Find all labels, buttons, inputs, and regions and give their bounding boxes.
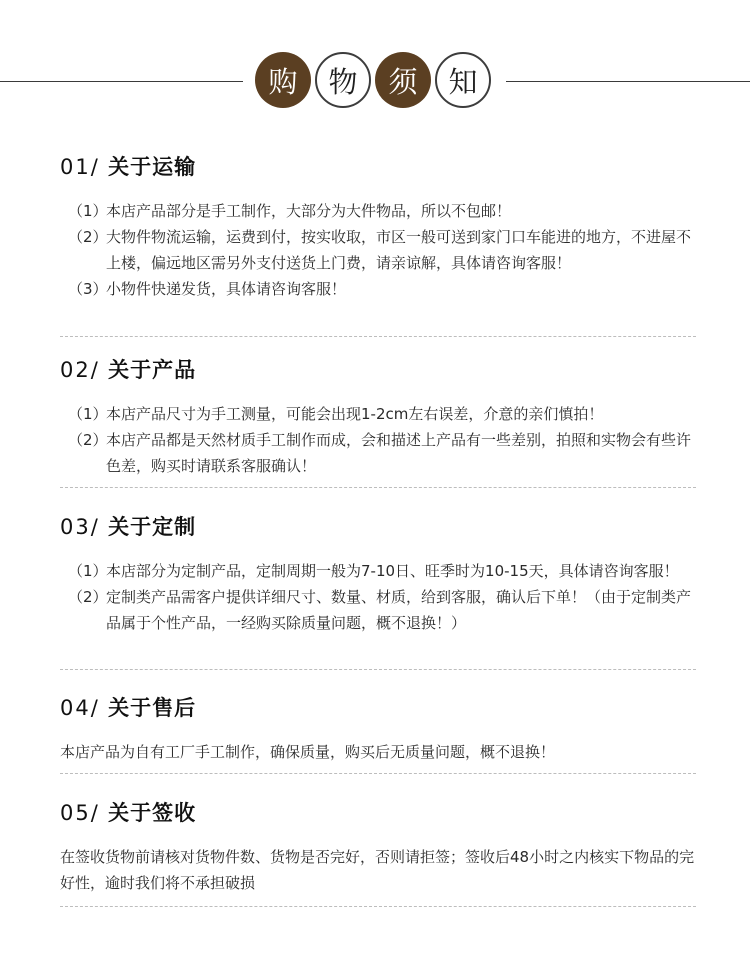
item-marker: （2） <box>68 228 108 246</box>
item-marker: （1） <box>68 405 108 423</box>
section-divider <box>60 906 696 907</box>
section-receipt <box>60 798 696 896</box>
section-custom <box>60 512 696 636</box>
item-marker: （1） <box>68 202 108 220</box>
section-number: 05/ <box>60 801 100 825</box>
section-title <box>60 693 696 723</box>
item-text: 本店产品都是天然材质手工制作而成，会和描述上产品有一些差别，拍照和实物会有些许色差，购买时请联系客服确认！ <box>106 431 692 475</box>
section-heading: 关于定制 <box>108 515 197 539</box>
header-line-left <box>0 81 243 82</box>
item-text: 本店部分为定制产品，定制周期一般为7-10日、旺季时为10-15天，具体请咨询客服！ <box>106 562 679 580</box>
section-divider <box>60 773 696 774</box>
list-item <box>60 584 696 636</box>
section-title <box>60 512 696 542</box>
title-char-1: 购 <box>255 52 311 108</box>
list-item <box>60 558 696 584</box>
section-number: 02/ <box>60 358 100 382</box>
section-shipping <box>60 152 696 302</box>
item-text: 小物件快递发货，具体请咨询客服！ <box>106 280 347 298</box>
header-line-right <box>506 81 750 82</box>
title-char-2: 物 <box>315 52 371 108</box>
section-text: 在签收货物前请核对货物件数、货物是否完好，否则请拒签；签收后48小时之内核实下物品的完好性，逾时我们将不承担破损 <box>60 848 695 892</box>
section-text: 本店产品为自有工厂手工制作，确保质量，购买后无质量问题，概不退换！ <box>60 743 556 761</box>
item-marker: （2） <box>68 431 108 449</box>
item-marker: （1） <box>68 562 108 580</box>
section-number: 04/ <box>60 696 100 720</box>
list-item <box>60 224 696 276</box>
section-heading: 关于售后 <box>108 696 197 720</box>
list-item <box>60 276 696 302</box>
list-item <box>60 198 696 224</box>
section-title <box>60 798 696 828</box>
title-char-3: 须 <box>375 52 431 108</box>
list-item <box>60 401 696 427</box>
section-divider <box>60 669 696 670</box>
item-marker: （2） <box>68 588 108 606</box>
section-title <box>60 152 696 182</box>
item-text: 本店产品尺寸为手工测量，可能会出现1-2cm左右误差，介意的亲们慎拍！ <box>106 405 604 423</box>
item-text: 定制类产品需客户提供详细尺寸、数量、材质，给到客服，确认后下单！（由于定制类产品属于个性产品，一经购买除质量问题，概不退换！） <box>106 588 692 632</box>
section-number: 01/ <box>60 155 100 179</box>
item-text: 本店产品部分是手工制作，大部分为大件物品，所以不包邮！ <box>106 202 512 220</box>
list-item <box>60 427 696 479</box>
page-title <box>255 52 495 110</box>
section-heading: 关于运输 <box>108 155 197 179</box>
section-divider <box>60 487 696 488</box>
section-after-sales <box>60 693 696 765</box>
section-heading: 关于产品 <box>108 358 197 382</box>
section-number: 03/ <box>60 515 100 539</box>
section-product <box>60 355 696 479</box>
item-text: 大物件物流运输，运费到付，按实收取，市区一般可送到家门口车能进的地方，不进屋不上楼，偏远地区需另外支付送货上门费，请亲谅解，具体请咨询客服！ <box>106 228 692 272</box>
section-heading: 关于签收 <box>108 801 197 825</box>
section-divider <box>60 336 696 337</box>
section-title <box>60 355 696 385</box>
item-marker: （3） <box>68 280 108 298</box>
title-char-4: 知 <box>435 52 491 108</box>
